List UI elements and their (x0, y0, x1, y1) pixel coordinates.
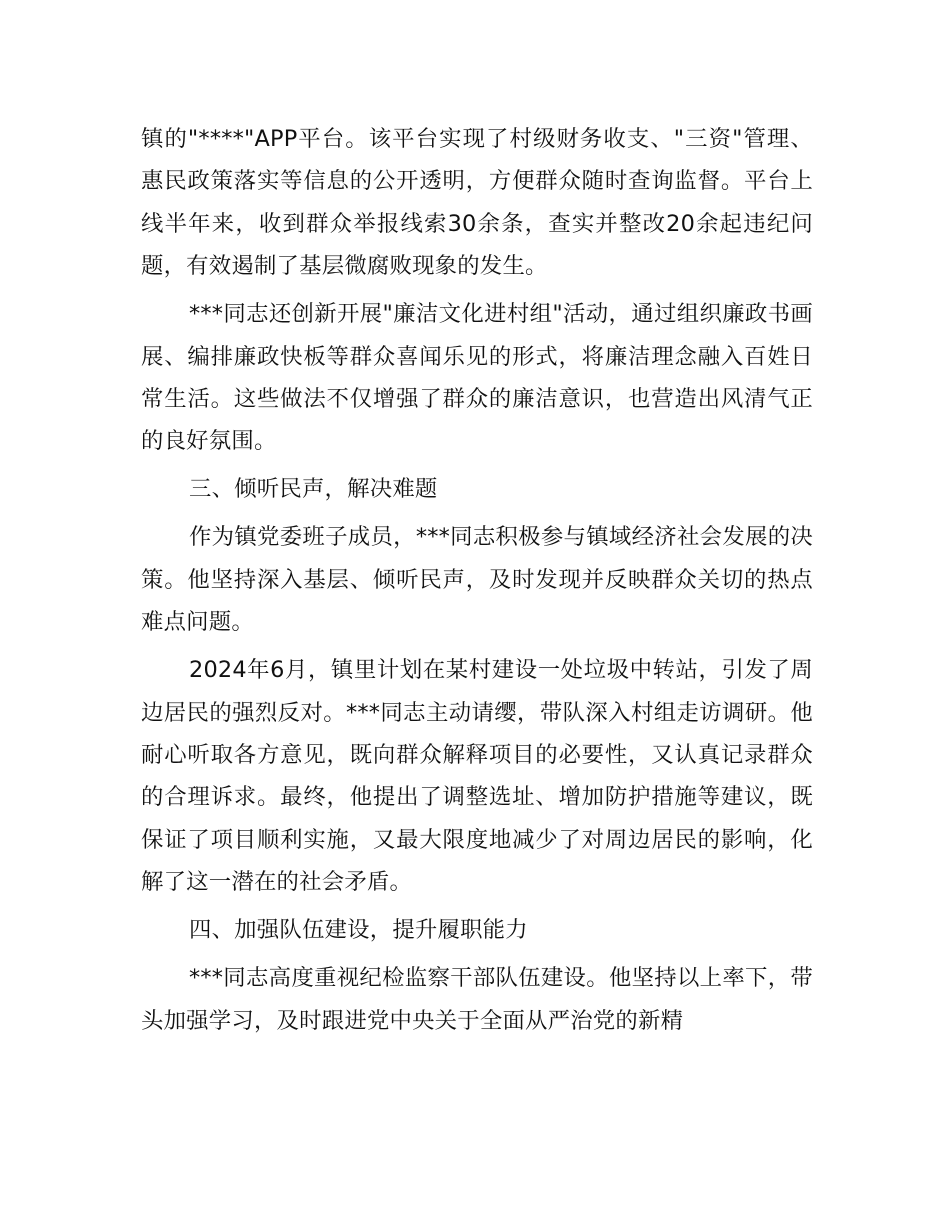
document-body (141, 118, 813, 1048)
paragraph-app-platform: 镇的"****"APP平台。该平台实现了村级财务收支、"三资"管理、惠民政策落实等信息的公开透明，方便群众随时查询监督。平台上线半年来，收到群众举报线索30余条，查实并整改20余起违纪问题，有效遏制了基层微腐败现象的发生。 (141, 126, 813, 280)
paragraph-team-building: ***同志高度重视纪检监察干部队伍建设。他坚持以上率下，带头加强学习，及时跟进党中央关于全面从严治党的新精 (141, 965, 813, 1034)
section-heading-3: 三、倾听民声，解决难题 (189, 476, 438, 503)
paragraph-garbage-station: 2024年6月，镇里计划在某村建设一处垃圾中转站，引发了周边居民的强烈反对。***同志主动请缨，带队深入村组走访调研。他耐心听取各方意见，既向群众解释项目的必要性，又认真记录群众的合理诉求。最终，他提出了调整选址、增加防护措施等建议，既保证了项目顺利实施，又最大限度地减少了对周边居民的影响，化解了这一潜在的社会矛盾。 (141, 657, 813, 896)
paragraph-decision-participation: 作为镇党委班子成员，***同志积极参与镇域经济社会发展的决策。他坚持深入基层、倾听民声，及时发现并反映群众关切的热点难点问题。 (141, 524, 813, 636)
section-heading-4: 四、加强队伍建设，提升履职能力 (189, 917, 528, 944)
paragraph-integrity-culture: ***同志还创新开展"廉洁文化进村组"活动，通过组织廉政书画展、编排廉政快板等群众喜闻乐见的形式，将廉洁理念融入百姓日常生活。这些做法不仅增强了群众的廉洁意识，也营造出风清气正的良好氛围。 (141, 301, 813, 455)
